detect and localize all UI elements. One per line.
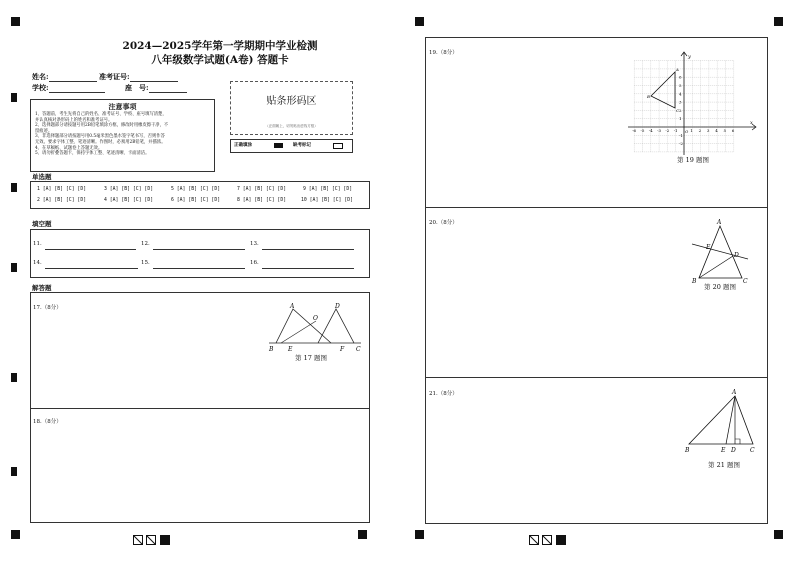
fig19-y-tick: 2 [679, 107, 682, 113]
q21-area[interactable] [426, 378, 767, 523]
page-code-left [133, 530, 173, 540]
fig19-y-tick: 1 [679, 116, 682, 122]
mc-item[interactable]: 5 [A] [B] [C] [D] [171, 187, 221, 192]
mc-item[interactable]: 4 [A] [B] [C] [D] [104, 198, 154, 203]
fig19-grid-diagram [628, 50, 758, 162]
fig20-label: E [706, 244, 711, 251]
seat-field[interactable] [149, 84, 187, 93]
fig19-y-tick: 5 [679, 83, 682, 88]
notice-box [30, 99, 215, 172]
notice-line: 3、非选择题部分请按题号用0.5毫米黑色墨水签字笔书写，否则作答 [35, 134, 165, 140]
notice-line: 无效。要求字体工整、笔迹清晰。作图时，必须用2B铅笔，并描浓。 [35, 139, 166, 145]
fill-answer-line[interactable] [45, 268, 138, 269]
registration-mark [11, 93, 17, 102]
barcode-note: （正面朝上，切勿贴出虚线方框） [265, 124, 318, 128]
correct-fill-sample [274, 143, 283, 148]
corner-mark [11, 530, 20, 539]
fill-number: 13. [250, 241, 259, 247]
mc-item[interactable]: 2 [A] [B] [C] [D] [37, 198, 87, 203]
fig20-label: C [743, 278, 748, 284]
name-label: 姓名: [32, 72, 49, 81]
fill-section-title: 填空题 [32, 220, 52, 228]
seat-label: 座 号: [125, 83, 149, 92]
fig19-x-tick: -4 [648, 128, 653, 133]
fill-number: 14. [33, 260, 42, 266]
fig21-label: B [685, 447, 690, 454]
fig19-x-tick: 5 [723, 128, 727, 133]
fig19-label: O [685, 129, 689, 134]
q18-box[interactable] [30, 408, 370, 523]
fig19-y-tick: 4 [679, 91, 682, 97]
school-label: 学校: [32, 83, 49, 92]
fill-example [230, 139, 353, 153]
fig19-x-tick: 3 [706, 128, 710, 133]
fig20-label: B [692, 278, 697, 284]
student-info-2 [32, 83, 222, 93]
fig21-caption: 第 21 题图 [708, 461, 740, 469]
registration-mark [11, 373, 17, 382]
school-field[interactable] [49, 84, 105, 93]
fig19-x-tick: 1 [690, 128, 693, 133]
notice-line: 4、在草稿纸、试题卷上答题无效。 [35, 145, 103, 151]
mc-item[interactable]: 7 [A] [B] [C] [D] [237, 187, 287, 192]
registration-mark [11, 263, 17, 272]
fig21-diagram [681, 386, 766, 456]
barcode-title: 贴条形码区 [266, 96, 317, 107]
fig19-x-tick: -5 [640, 128, 645, 133]
fill-answer-line[interactable] [45, 249, 136, 250]
q20-area[interactable] [426, 208, 767, 377]
fig19-x-tick: 2 [698, 128, 702, 133]
fig19-label: A [676, 67, 679, 72]
fill-box [30, 229, 370, 278]
fig20-caption: 第 20 题图 [704, 283, 736, 291]
exam-no-label: 准考证号: [99, 72, 130, 81]
fig19-x-tick: -3 [657, 128, 662, 133]
q19-label: 19.（8分） [429, 50, 458, 56]
corner-mark [358, 530, 367, 539]
page-code-right [529, 530, 569, 540]
name-field[interactable] [49, 73, 97, 82]
fig19-caption: 第 19 题图 [677, 156, 709, 164]
notice-line: 1、答题前，考生先将自己的姓名、准考证号、学校、座号填写清楚， [35, 112, 167, 117]
fig19-label: y [688, 54, 691, 60]
q18-label: 18.（8分） [33, 419, 62, 425]
corner-mark [774, 530, 783, 539]
mc-item[interactable]: 9 [A] [B] [C] [D] [303, 187, 353, 192]
fig19-y-tick: 6 [679, 74, 682, 80]
fig17-diagram [261, 301, 366, 353]
mc-item[interactable]: 6 [A] [B] [C] [D] [171, 198, 221, 203]
notice-line: 留痕迹。 [35, 128, 53, 134]
fig17-label: F [340, 346, 345, 353]
fill-number: 12. [141, 241, 150, 247]
fill-number: 11. [33, 241, 42, 247]
registration-mark [11, 183, 17, 192]
fig20-label: A [717, 219, 722, 226]
page-subtitle: 八年级数学试题(A卷) 答题卡 [151, 54, 289, 66]
fill-answer-line[interactable] [262, 268, 354, 269]
q20-label: 20.（8分） [429, 220, 458, 226]
mc-item[interactable]: 8 [A] [B] [C] [D] [237, 198, 287, 203]
mc-box [30, 181, 370, 209]
notice-title: 注意事项 [108, 102, 137, 111]
fig19-label: x [750, 120, 753, 126]
q17-box[interactable] [30, 292, 370, 409]
fig17-label: B [269, 346, 274, 353]
fig19-x-tick: 6 [731, 128, 735, 133]
q17-label: 17.（8分） [33, 305, 62, 311]
fig21-label: D [731, 447, 736, 454]
fig19-y-tick: 3 [679, 99, 682, 105]
fig19-x-tick: 4 [715, 128, 718, 133]
fig21-label: A [732, 389, 737, 396]
fig19-x-tick: -1 [673, 128, 678, 133]
mc-item[interactable]: 1 [A] [B] [C] [D] [37, 187, 87, 192]
corner-mark [415, 17, 424, 26]
fig19-label: B [647, 94, 650, 99]
fill-number: 15. [141, 260, 150, 266]
exam-no-field[interactable] [130, 73, 178, 82]
fig20-diagram [686, 214, 756, 284]
fill-number: 16. [250, 260, 259, 266]
fig19-label: C [676, 108, 680, 113]
notice-line: 2、选择题部分请按题号用2B铅笔填涂方框，修改时用橡皮擦干净，不 [35, 123, 169, 129]
notice-line: 并认真核对条形码上的姓名和准考证号。 [35, 117, 113, 123]
fig19-y-tick: -1 [679, 132, 683, 138]
registration-mark [11, 467, 17, 476]
fig17-label: C [356, 346, 361, 353]
fig19-x-tick: -6 [632, 128, 637, 133]
mc-item[interactable]: 3 [A] [B] [C] [D] [104, 187, 154, 192]
barcode-area[interactable] [230, 81, 353, 135]
fill-answer-line[interactable] [262, 249, 354, 250]
page-title: 2024—2025学年第一学期期中学业检测 [122, 40, 318, 52]
correct-fill-label: 正确填涂 [234, 143, 252, 148]
notice-line: 5、请勿折叠答题卡，保持字体工整、笔迹清晰、卡面清洁。 [35, 151, 150, 157]
fig20-label: D [734, 252, 739, 259]
mc-item[interactable]: 10 [A] [B] [C] [D] [301, 198, 353, 203]
fill-answer-line[interactable] [153, 268, 245, 269]
missing-label: 缺考标记 [293, 143, 311, 148]
fig17-label: D [335, 303, 340, 310]
q19-area[interactable] [426, 38, 767, 207]
fig17-label: O [313, 315, 318, 322]
fig17-label: E [288, 346, 293, 353]
fig19-y-tick: -2 [679, 141, 683, 147]
fig17-caption: 第 17 题图 [295, 354, 327, 362]
corner-mark [774, 17, 783, 26]
fig17-label: A [290, 303, 295, 310]
corner-mark [11, 17, 20, 26]
student-info [32, 72, 222, 82]
q21-label: 21.（8分） [429, 391, 458, 397]
missing-mark-box[interactable] [333, 143, 343, 149]
fig19-x-tick: -2 [665, 128, 670, 133]
fig21-label: E [721, 447, 726, 454]
fig21-label: C [750, 447, 755, 454]
mc-section-title: 单选题 [32, 173, 52, 181]
corner-mark [415, 530, 424, 539]
answer-section-title: 解答题 [32, 284, 52, 292]
fill-answer-line[interactable] [153, 249, 245, 250]
